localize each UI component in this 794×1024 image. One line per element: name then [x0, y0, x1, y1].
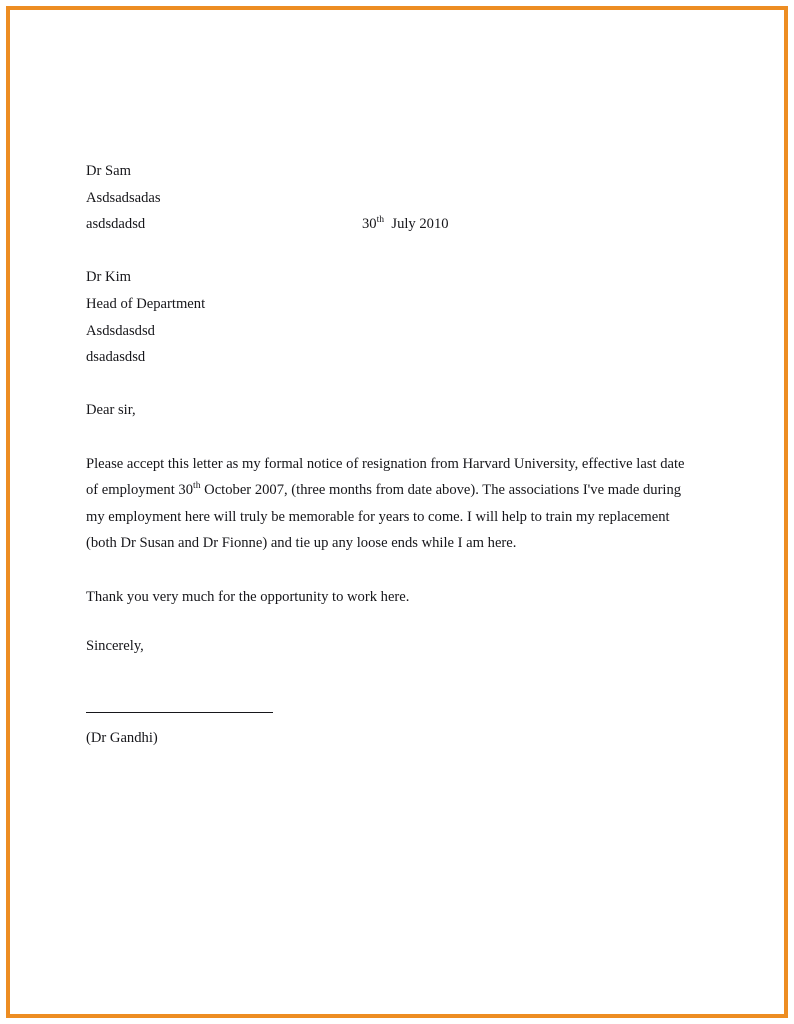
body-part-2: October 2007, (three months from date above). The associations I've made during my employment here will truly be memorable for years to come. I will help to train my replacement (both Dr Susan and Dr Fionne) and tie up any loose ends while I am here.	[86, 482, 682, 552]
closing-line: Sincerely,	[86, 638, 144, 655]
sender-line-3-and-date-row	[86, 211, 696, 238]
sender-line-3: asdsdadsd	[86, 216, 146, 233]
spacer-after-sender	[86, 238, 696, 265]
date-rest: July 2010	[384, 216, 449, 233]
signature-space	[86, 660, 696, 712]
sender-line-1: Dr Sam	[86, 163, 131, 179]
spacer-after-body	[86, 557, 696, 584]
body-part-1: Please accept this letter as my formal notice of resignation from Harvard University, effective last date of employment 30	[86, 455, 685, 499]
letter-date	[362, 211, 449, 238]
spacer-after-signature-line	[86, 713, 696, 725]
sender-address-block	[86, 158, 696, 238]
recipient-line-2: Head of Department	[86, 295, 206, 312]
recipient-line-1: Dr Kim	[86, 269, 131, 286]
spacer-after-thanks	[86, 610, 696, 633]
recipient-line-3: Asdsdasdsd	[86, 322, 155, 339]
signature-name: (Dr Gandhi)	[86, 729, 158, 746]
date-ordinal-suffix: th	[376, 214, 385, 226]
date-day: 30	[362, 216, 377, 233]
spacer-after-salutation	[86, 424, 696, 451]
recipient-address-block	[86, 264, 696, 370]
body-ordinal-suffix: th	[193, 480, 201, 492]
salutation: Dear sir,	[86, 402, 136, 419]
body-paragraph	[86, 451, 688, 557]
sender-line-2: Asdsadsadas	[86, 189, 161, 206]
thanks-line: Thank you very much for the opportunity to work here.	[86, 588, 410, 605]
letter-content	[86, 158, 696, 751]
spacer-after-recipient	[86, 371, 696, 398]
recipient-line-4: dsadasdsd	[86, 349, 146, 366]
